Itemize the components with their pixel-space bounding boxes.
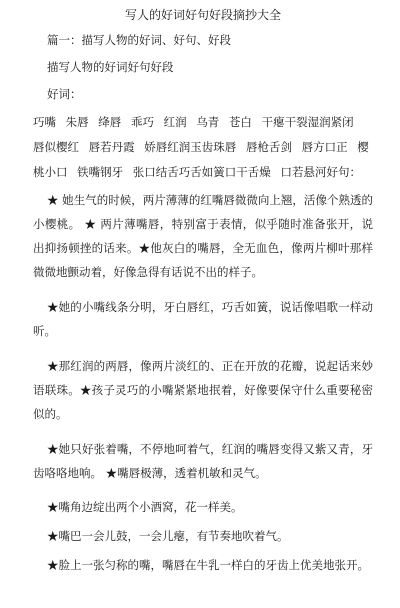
document-title: 写人的好词好句好段摘抄大全 (124, 8, 281, 22)
words-block: 巧嘴 朱唇 绛唇 乖巧 红润 乌青 苍白 干瘪干裂湿润紧闭 唇似樱红 唇若丹霞 娇唇红润玉齿珠唇 唇枪舌剑 唇方口正 樱桃小口 铁嘴钢牙 张口结舌巧舌如簧口干舌燥 口若悬河好句： (33, 115, 369, 179)
words-label: 好词： (47, 87, 82, 101)
paragraph-4: ★她只好张着嘴，不停地呵着气，红润的嘴唇变得又紫又青，牙齿咯咯地响。 ★嘴唇极薄，透着机敏和灵气。 (33, 442, 373, 480)
paragraph-1: ★ 她生气的时候，两片薄薄的红嘴唇微微向上翘，活像个熟透的小樱桃。 ★ 两片薄嘴唇，特别富于表情，似乎随时准备张开，说出抑扬顿挫的话来。★他灰白的嘴唇，全无血色，像两片柳叶那样微微地颤动着，好像急得有话说不出的样子。 (33, 193, 373, 279)
sub-heading: 描写人物的好词好句好段 (47, 60, 174, 74)
paragraph-2: ★她的小嘴线条分明，牙白唇红，巧舌如簧，说话像唱歌一样动听。 (33, 300, 373, 338)
paragraph-5: ★嘴角边绽出两个小酒窝，花一样美。 (47, 500, 243, 514)
paragraph-3: ★那红润的两唇，像两片淡红的、正在开放的花瓣，说起话来妙语联珠。★孩子灵巧的小嘴紧紧地抿着，好像要保守什么重要秘密似的。 (33, 359, 373, 421)
paragraph-6: ★嘴巴一会儿鼓，一会儿瘪，有节奏地吹着气。 (47, 529, 289, 543)
paragraph-7: ★脸上一张匀称的嘴，嘴唇在牛乳一样白的牙齿上优美地张开。 (47, 558, 369, 572)
section-heading: 篇一：描写人物的好词、好句、好段 (47, 33, 231, 47)
